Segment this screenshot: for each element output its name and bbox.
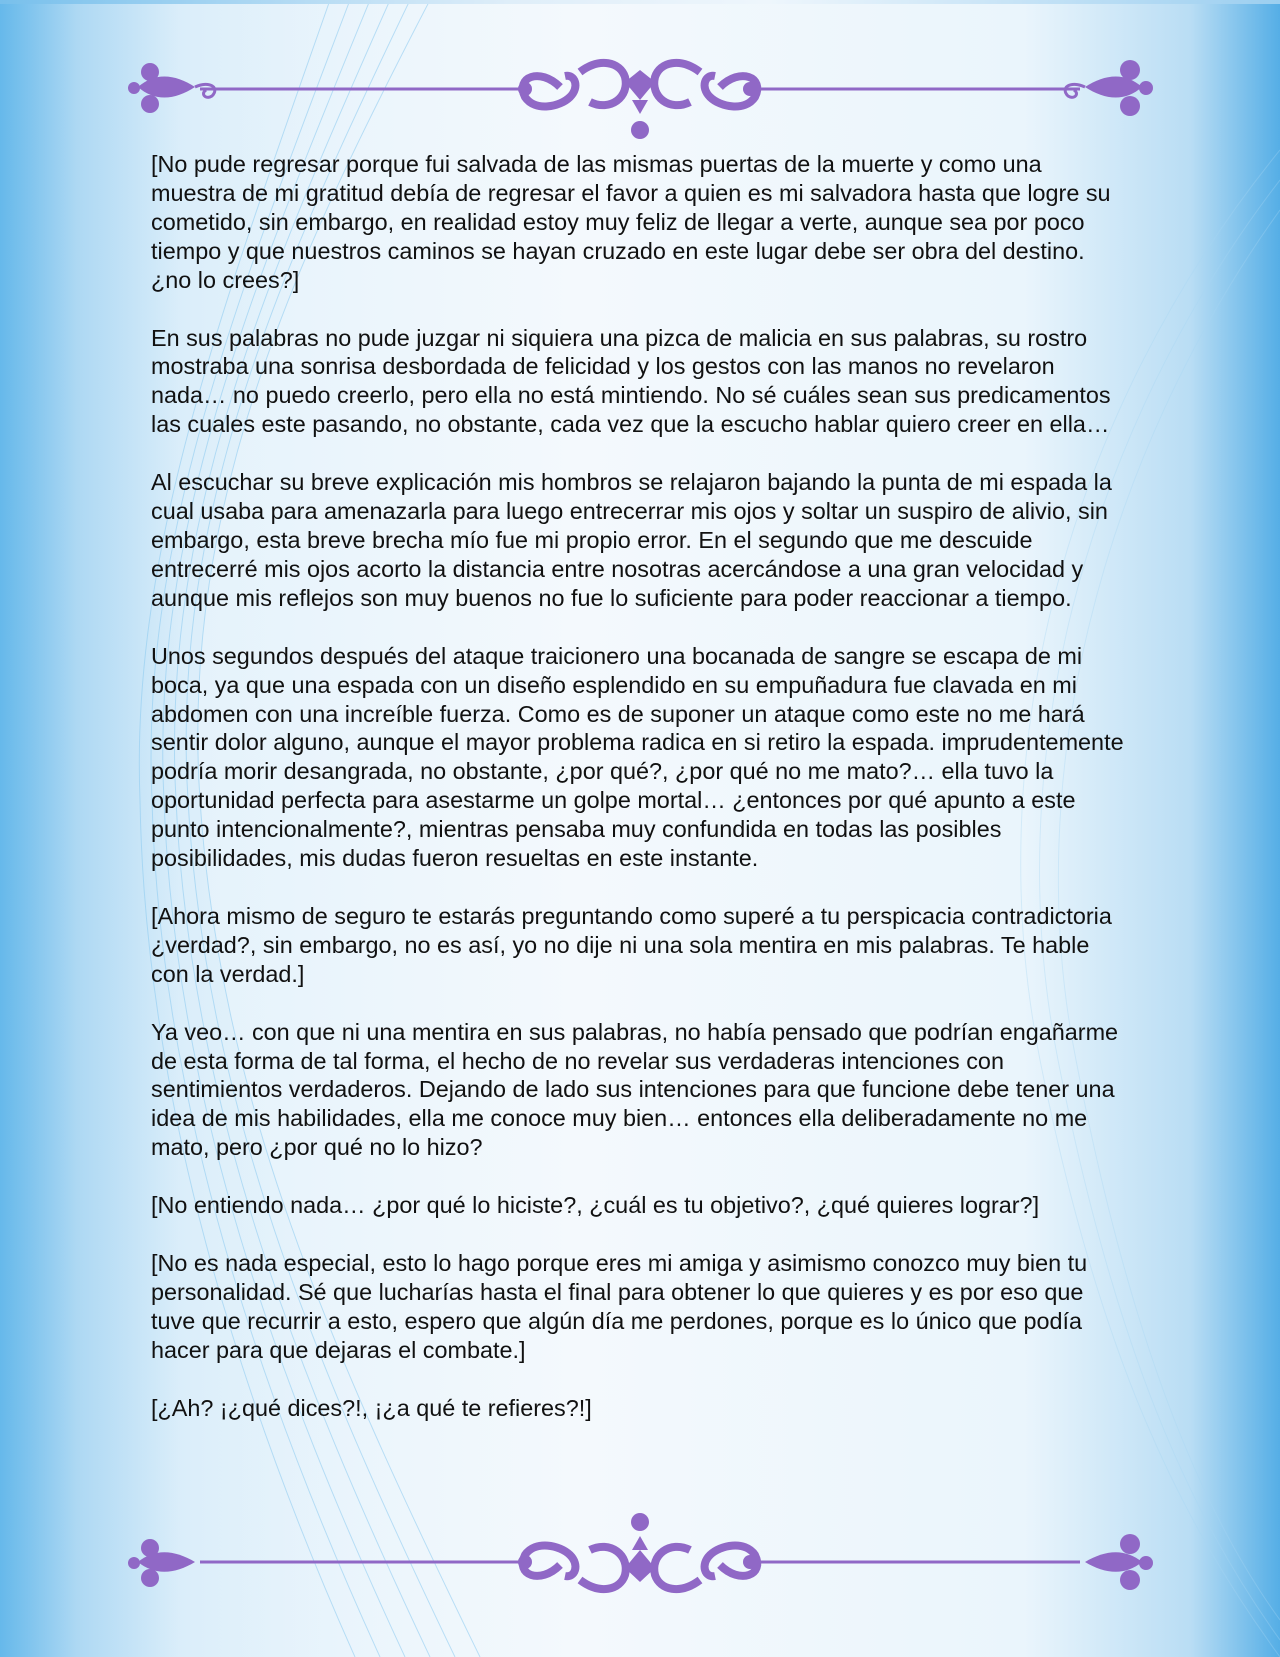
paragraph: [¿Ah? ¡¿qué dices?!, ¡¿a qué te refieres?!] xyxy=(151,1394,592,1421)
document-body xyxy=(151,150,1131,1452)
paragraph: Al escuchar su breve explicación mis hombros se relajaron bajando la punta de mi espada la cual usaba para amenazarla para luego entrecerrar mis ojos y soltar un suspiro de alivio, sin embargo, esta breve brecha mío fue mi propio error. En el segundo que me descuide entrecerré mis ojos acorto la distancia entre nosotras acercándose a una gran velocidad y aunque mis reflejos son muy buenos no fue lo suficiente para poder reaccionar a tiempo. xyxy=(151,469,1112,611)
page-top-border xyxy=(0,0,1280,4)
flourish-divider-icon xyxy=(120,42,1160,142)
paragraph: [Ahora mismo de seguro te estarás preguntando como superé a tu perspicacia contradictoria ¿verdad?, sin embargo, no es así, yo no dije ni una sola mentira en mis palabras. Te hable con la verdad.] xyxy=(151,902,1112,987)
paragraph: En sus palabras no pude juzgar ni siquiera una pizca de malicia en sus palabras, su rostro mostraba una sonrisa desbordada de felicidad y los gestos con las manos no revelaron nada… no puedo creerlo, pero ella no está mintiendo. No sé cuáles sean sus predicamentos las cuales este pasando, no obstante, cada vez que la escucho hablar quiero creer en ella… xyxy=(151,324,1111,438)
flourish-divider-icon xyxy=(120,1510,1160,1610)
paragraph: [No pude regresar porque fui salvada de las mismas puertas de la muerte y como una muestra de mi gratitud debía de regresar el favor a quien es mi salvadora hasta que logre su cometido, sin embargo, en realidad estoy muy feliz de llegar a verte, aunque sea por poco tiempo y que nuestros caminos se hayan cruzado en este lugar debe ser obra del destino. ¿no lo crees?] xyxy=(151,151,1111,293)
paragraph: Unos segundos después del ataque traicionero una bocanada de sangre se escapa de mi boca, ya que una espada con un diseño esplendido en su empuñadura fue clavada en mi abdomen con una increíble fuerza. Como es de suponer un ataque como este no me hará sentir dolor alguno, aunque el mayor problema radica en si retiro la espada. imprudentemente podría morir desangrada, no obstante, ¿por qué?, ¿por qué no me mato?… ella tuvo la oportunidad perfecta para asestarme un golpe mortal… ¿entonces por qué apunto a este punto intencionalmente?, mientras pensaba muy confundida en todas las posibles posibilidades, mis dudas fueron resueltas en este instante. xyxy=(151,642,1124,872)
paragraph: Ya veo… con que ni una mentira en sus palabras, no había pensado que podrían engañarme de esta forma de tal forma, el hecho de no revelar sus verdaderas intenciones con sentimientos verdaderos. Dejando de lado sus intenciones para que funcione debe tener una idea de mis habilidades, ella me conoce muy bien… entonces ella deliberadamente no me mato, pero ¿por qué no lo hizo? xyxy=(151,1018,1119,1161)
paragraph: [No es nada especial, esto lo hago porque eres mi amiga y asimismo conozco muy bien tu personalidad. Sé que lucharías hasta el final para obtener lo que quieres y es por eso que tuve que recurrir a esto, espero que algún día me perdones, porque es lo único que podía hacer para que dejaras el combate.] xyxy=(151,1250,1088,1363)
paragraph: [No entiendo nada… ¿por qué lo hiciste?, ¿cuál es tu objetivo?, ¿qué quieres lograr?] xyxy=(151,1192,1040,1219)
